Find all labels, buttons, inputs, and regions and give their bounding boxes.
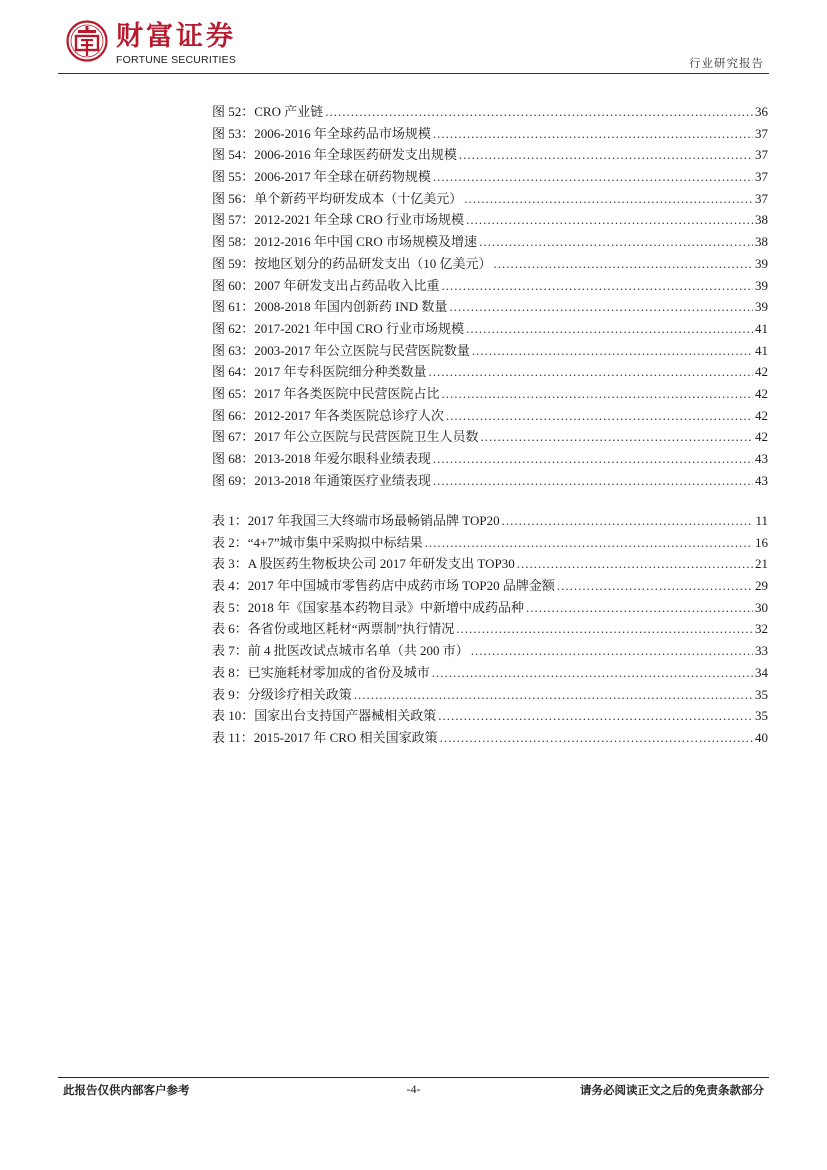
table-entry[interactable]	[212, 553, 768, 575]
report-section-label: 行业研究报告	[689, 56, 764, 70]
figure-entry-label: 图 56：单个新药平均研发成本（十亿美元）	[212, 190, 463, 206]
dot-leader	[459, 144, 753, 166]
dot-leader	[440, 727, 753, 749]
table-entry-label: 表 4：2017 年中国城市零售药店中成药市场 TOP20 品牌金额	[212, 578, 555, 594]
dot-leader	[425, 532, 753, 554]
figure-entry[interactable]	[212, 426, 768, 448]
figure-entry-page: 42	[755, 385, 768, 401]
figure-entry-label: 图 66：2012-2017 年各类医院总诊疗人次	[212, 407, 444, 423]
dot-leader	[442, 275, 753, 297]
dot-leader	[433, 123, 753, 145]
figure-entry[interactable]	[212, 231, 768, 253]
figure-entry[interactable]	[212, 296, 768, 318]
figure-entry-label: 图 58：2012-2016 年中国 CRO 市场规模及增速	[212, 234, 478, 250]
figure-entry-label: 图 55：2006-2017 年全球在研药物规模	[212, 169, 431, 185]
dot-leader	[442, 383, 753, 405]
table-entry[interactable]	[212, 684, 768, 706]
figure-entry-page: 39	[755, 299, 768, 315]
figure-entry-page: 43	[755, 451, 768, 466]
figure-entry-page: 41	[755, 320, 768, 336]
figure-entry-page: 42	[755, 429, 768, 445]
dot-leader	[446, 405, 753, 427]
figure-entry[interactable]	[212, 123, 768, 145]
table-entry-page: 40	[755, 729, 768, 745]
figure-entry-page: 42	[755, 407, 768, 423]
dot-leader	[433, 166, 753, 188]
table-entry[interactable]	[212, 597, 768, 619]
table-entry-page: 33	[755, 643, 768, 659]
table-entry-label: 表 5：2018 年《国家基本药物目录》中新增中成药品种	[212, 599, 525, 615]
table-entry-label: 表 2：“4+7”城市集中采购拟中标结果	[212, 534, 423, 550]
table-entry-page: 35	[755, 686, 768, 702]
table-entry[interactable]	[212, 618, 768, 640]
dot-leader	[471, 640, 753, 662]
figure-entry[interactable]	[212, 448, 768, 470]
figure-entry-page: 37	[755, 147, 768, 163]
figure-entry-label: 图 65：2017 年各类医院中民营医院占比	[212, 385, 440, 401]
figure-entry-label: 图 67：2017 年公立医院与民营医院卫生人员数	[212, 429, 479, 445]
figure-entry[interactable]	[212, 405, 768, 427]
footer-disclaimer-left: 此报告仅供内部客户参考	[63, 1083, 190, 1097]
figure-entry[interactable]	[212, 166, 768, 188]
figure-entry-label: 图 69：2013-2018 年通策医疗业绩表现	[212, 472, 431, 488]
figure-entry-label: 图 64：2017 年专科医院细分种类数量	[212, 364, 427, 380]
footer-disclaimer-right: 请务必阅读正文之后的免责条款部分	[580, 1083, 764, 1097]
figure-entry-label: 图 53：2006-2016 年全球药品市场规模	[212, 125, 431, 141]
footer-divider	[58, 1077, 769, 1078]
figure-entry[interactable]	[212, 101, 768, 123]
figure-entry-page: 37	[755, 190, 768, 206]
dot-leader	[481, 426, 753, 448]
figure-entry-label: 图 63：2003-2017 年公立医院与民营医院数量	[212, 342, 470, 358]
figure-entry-page: 36	[755, 104, 768, 119]
dot-leader	[494, 253, 753, 275]
figure-entry-page: 37	[755, 125, 768, 141]
fortune-logo-icon	[66, 20, 108, 62]
figure-entry[interactable]	[212, 209, 768, 231]
table-entry-label: 表 7：前 4 批医改试点城市名单（共 200 市）	[212, 643, 469, 659]
figure-entry-label: 图 59：按地区划分的药品研发支出（10 亿美元）	[212, 255, 492, 271]
table-entry[interactable]	[212, 640, 768, 662]
figure-entry[interactable]	[212, 275, 768, 297]
dot-leader	[449, 296, 753, 318]
dot-leader	[502, 510, 754, 532]
dot-leader	[354, 684, 753, 706]
brand-name-en: FORTUNE SECURITIES	[116, 54, 237, 66]
table-entry-label: 表 1：2017 年我国三大终端市场最畅销品牌 TOP20	[212, 513, 500, 528]
figure-entry-page: 37	[755, 169, 768, 185]
dot-leader	[466, 318, 753, 340]
table-entry[interactable]	[212, 510, 768, 532]
table-entry-page: 29	[755, 578, 768, 594]
dot-leader	[479, 231, 753, 253]
table-entry-page: 32	[755, 621, 768, 637]
table-list	[212, 510, 768, 749]
table-entry[interactable]	[212, 575, 768, 597]
table-entry-page: 11	[755, 513, 768, 528]
brand-name-cn: 财富证券	[116, 21, 236, 52]
table-entry-page: 21	[755, 556, 768, 572]
page-number: -4-	[406, 1082, 421, 1096]
figure-entry[interactable]	[212, 340, 768, 362]
dot-leader	[432, 662, 753, 684]
table-entry[interactable]	[212, 532, 768, 554]
table-entry-page: 16	[755, 534, 768, 550]
dot-leader	[526, 597, 753, 619]
page-header	[0, 0, 827, 72]
figure-entry[interactable]	[212, 318, 768, 340]
dot-leader	[325, 101, 753, 123]
figure-entry-page: 39	[755, 255, 768, 271]
figure-entry[interactable]	[212, 253, 768, 275]
table-entry-label: 表 9：分级诊疗相关政策	[212, 686, 352, 702]
figure-entry-label: 图 60：2007 年研发支出占药品收入比重	[212, 277, 440, 293]
figure-entry[interactable]	[212, 470, 768, 492]
table-entry-page: 30	[755, 599, 768, 615]
figure-entry-label: 图 61：2008-2018 年国内创新药 IND 数量	[212, 299, 448, 315]
figure-entry-page: 42	[755, 364, 768, 380]
dot-leader	[456, 618, 753, 640]
dot-leader	[433, 448, 753, 470]
table-entry-page: 35	[755, 708, 768, 724]
table-entry[interactable]	[212, 705, 768, 727]
table-entry-label: 表 3：A 股医药生物板块公司 2017 年研发支出 TOP30	[212, 556, 515, 572]
table-entry-label: 表 11：2015-2017 年 CRO 相关国家政策	[212, 729, 438, 745]
figure-entry-label: 图 54：2006-2016 年全球医药研发支出规模	[212, 147, 457, 163]
dot-leader	[517, 553, 753, 575]
figure-entry-label: 图 57：2012-2021 年全球 CRO 行业市场规模	[212, 212, 465, 228]
figure-entry-label: 图 62：2017-2021 年中国 CRO 行业市场规模	[212, 320, 465, 336]
dot-leader	[466, 209, 753, 231]
dot-leader	[557, 575, 753, 597]
figure-entry[interactable]	[212, 188, 768, 210]
dot-leader	[438, 705, 753, 727]
dot-leader	[472, 340, 753, 362]
table-entry-label: 表 10：国家出台支持国产器械相关政策	[212, 708, 437, 724]
figure-entry-page: 39	[755, 277, 768, 293]
dot-leader	[429, 361, 753, 383]
dot-leader	[433, 470, 753, 492]
figure-entry-label: 图 52：CRO 产业链	[212, 104, 324, 119]
figure-entry-page: 43	[755, 472, 768, 488]
table-entry[interactable]	[212, 662, 768, 684]
dot-leader	[464, 188, 753, 210]
header-divider	[58, 73, 769, 74]
figure-list	[212, 101, 768, 491]
figure-entry-label: 图 68：2013-2018 年爱尔眼科业绩表现	[212, 451, 431, 466]
figure-entry-page: 38	[755, 212, 768, 228]
figure-entry[interactable]	[212, 383, 768, 405]
figure-entry-page: 41	[755, 342, 768, 358]
figure-entry[interactable]	[212, 144, 768, 166]
table-entry-label: 表 6：各省份或地区耗材“两票制”执行情况	[212, 621, 455, 637]
figure-entry[interactable]	[212, 361, 768, 383]
table-entry-page: 34	[755, 664, 768, 680]
table-entry-label: 表 8：已实施耗材零加成的省份及城市	[212, 664, 430, 680]
table-entry[interactable]	[212, 727, 768, 749]
figure-entry-page: 38	[755, 234, 768, 250]
